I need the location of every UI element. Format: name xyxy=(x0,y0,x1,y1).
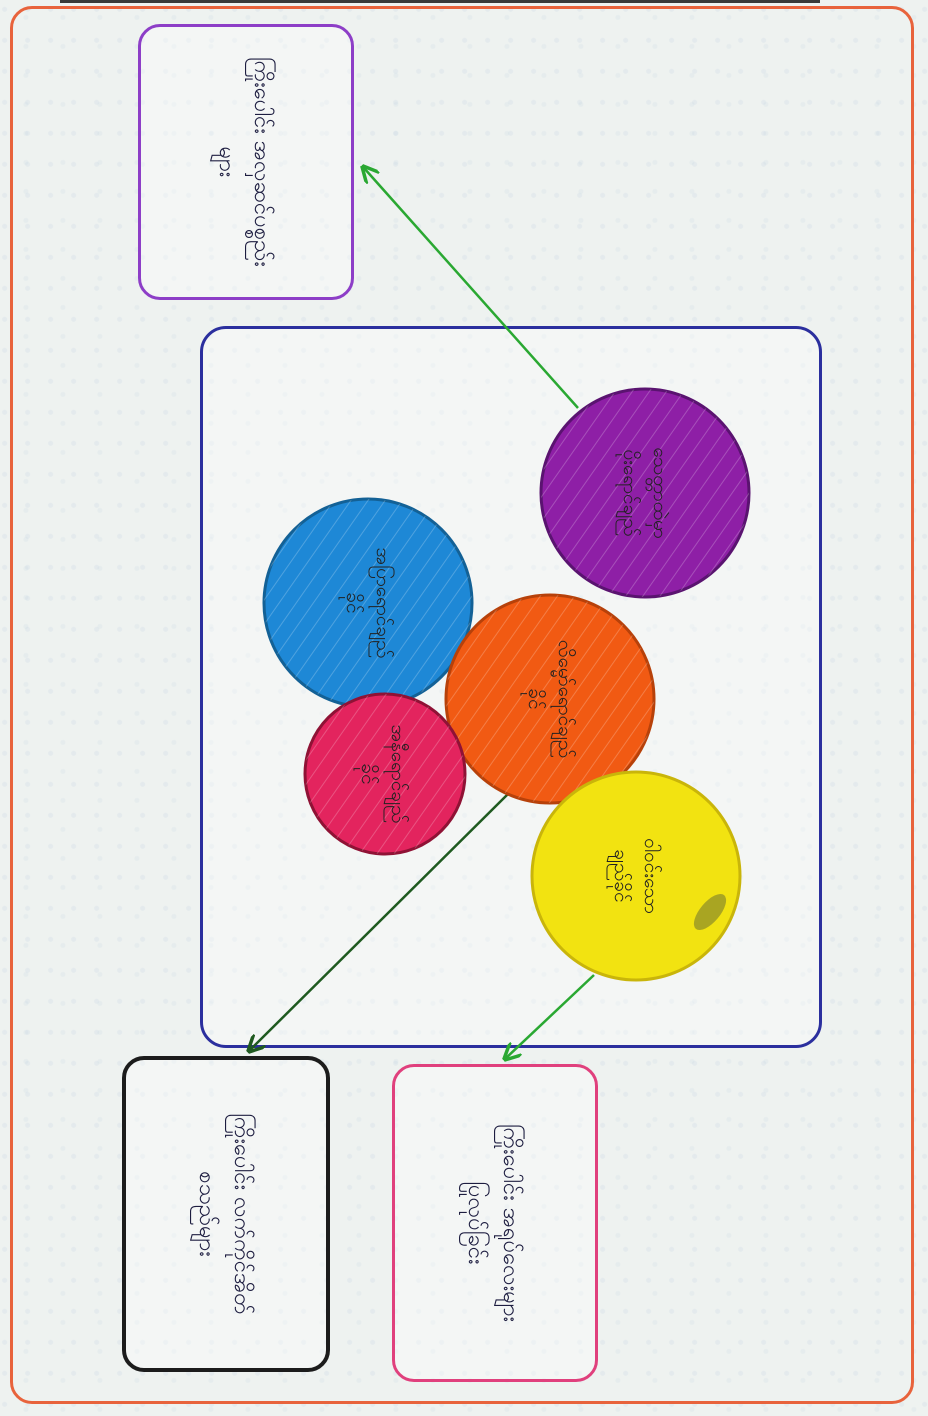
yarn-label-red-line2: ခိုင် xyxy=(356,763,379,785)
yarn-label-orange-line1: လိမ္မော်ရောင်ချည် xyxy=(554,639,576,759)
outcome-label-top-line1: ကြိုးပေါင်း အလှဆင်ပစ္စည်း xyxy=(249,57,274,267)
yarn-label-purple xyxy=(615,413,675,573)
arrow-purple-to-top-box xyxy=(364,168,578,408)
yarn-label-blue-line2: ခိုင် xyxy=(341,592,364,614)
yarn-label-yellow xyxy=(606,796,666,956)
outcome-label-bottom-right-line2: ပြုလုပ်ခြင်း xyxy=(462,1181,488,1265)
yarn-label-blue xyxy=(338,523,398,683)
arrow-yellow-to-pink-box xyxy=(506,975,594,1058)
outcome-label-bottom-right-line1: ကြိုးပေါင်း အရုပ်လေးများ xyxy=(498,1123,523,1323)
yarn-label-yellow-line2: ချည်ခိုင် xyxy=(609,849,632,903)
yarn-label-blue-line1: အပြာရောင်ချည် xyxy=(372,547,394,659)
outcome-label-top xyxy=(213,42,279,282)
yarn-label-yellow-line1: ဝါဝင်းသော xyxy=(640,838,662,914)
outcome-label-bottom-left-line2: စသည်များ xyxy=(193,1171,219,1257)
outcome-label-bottom-left-line1: ကြိုးပေါင်း လက်ကိုင်အိတ် xyxy=(229,1113,254,1315)
yarn-label-red-line1: အနီရောင်ချည် xyxy=(387,724,409,824)
outcome-label-bottom-left xyxy=(193,1084,259,1344)
yarn-label-red xyxy=(357,709,413,839)
yarn-label-purple-line1: သေတ္တာထဲမှာ xyxy=(649,447,671,539)
yarn-label-purple-line2: ပိုးရောင်ချည် xyxy=(618,449,641,537)
yarn-label-orange-line2: ခိုင် xyxy=(523,688,546,710)
outcome-label-top-line2: များ xyxy=(213,146,239,178)
yarn-label-orange xyxy=(520,614,580,784)
outcome-label-bottom-right xyxy=(462,1093,528,1353)
